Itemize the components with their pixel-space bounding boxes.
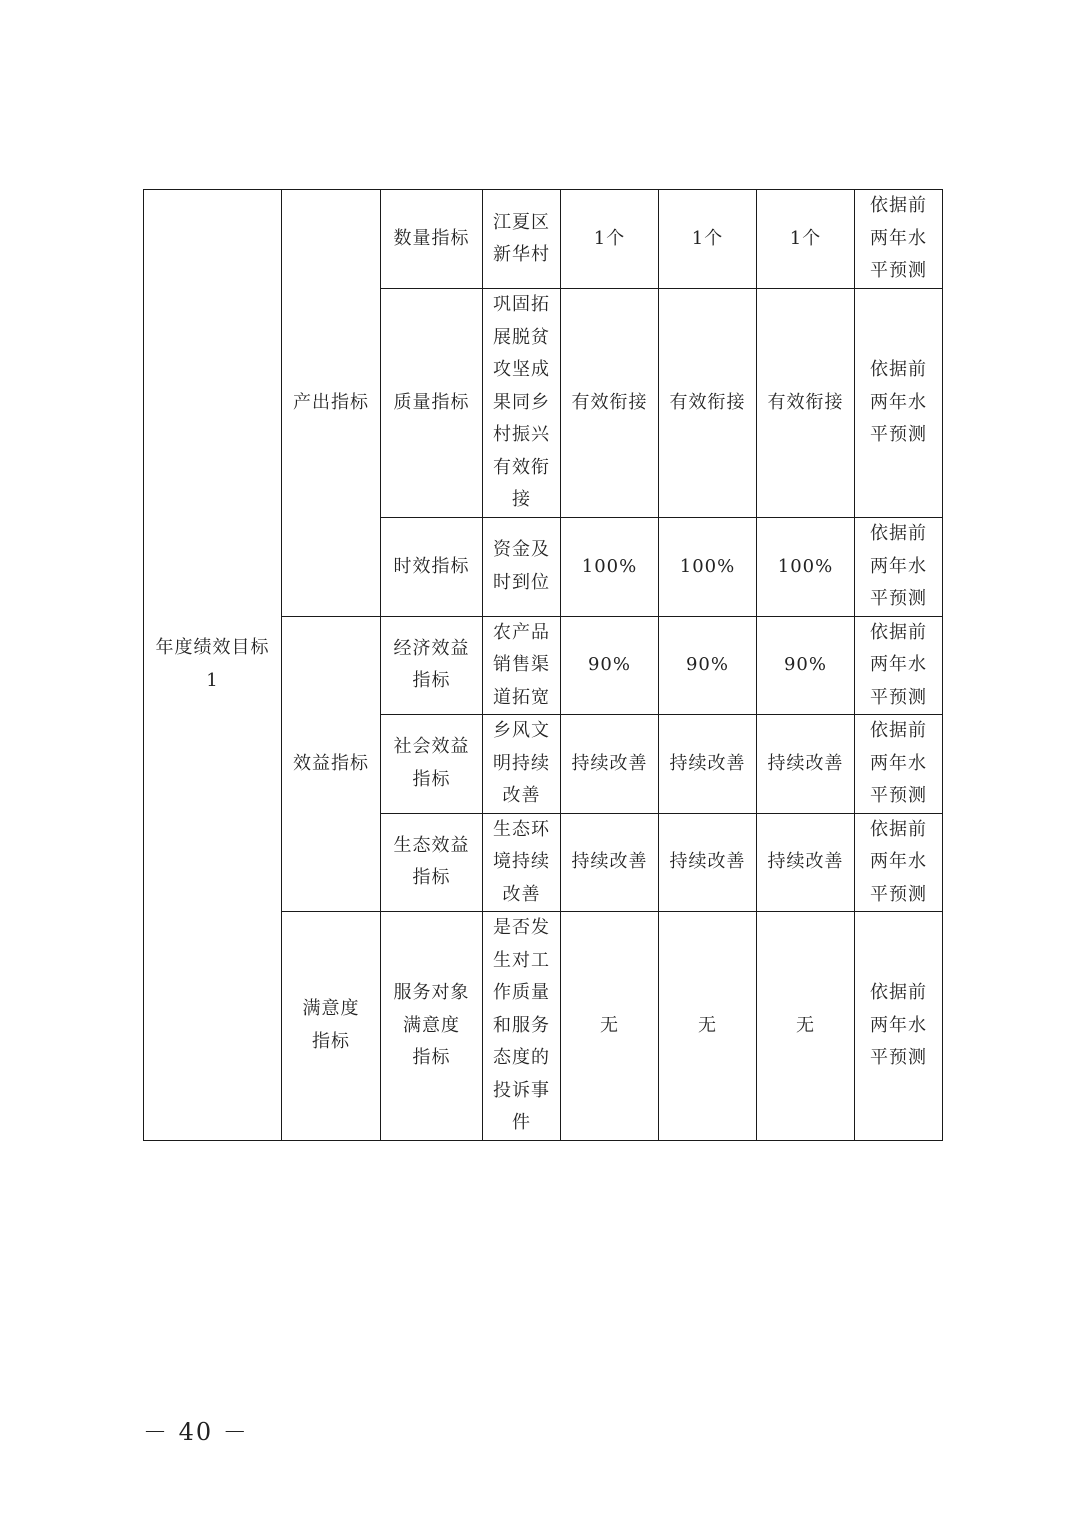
basis-cell: 依据前 两年水 平预测 xyxy=(855,518,943,617)
basis-cell: 依据前 两年水 平预测 xyxy=(855,813,943,912)
basis-cell: 依据前 两年水 平预测 xyxy=(855,289,943,518)
value-cell: 90% xyxy=(659,616,757,715)
table-row xyxy=(144,190,943,289)
value-cell: 无 xyxy=(561,912,659,1141)
value-cell: 有效衔接 xyxy=(561,289,659,518)
value-cell: 持续改善 xyxy=(561,813,659,912)
level3-cell: 生态环 境持续 改善 xyxy=(483,813,561,912)
level1-benefit-cell: 效益指标 xyxy=(282,616,381,912)
basis-cell: 依据前 两年水 平预测 xyxy=(855,616,943,715)
level3-cell: 乡风文 明持续 改善 xyxy=(483,715,561,814)
level2-cell: 质量指标 xyxy=(381,289,483,518)
value-cell: 无 xyxy=(659,912,757,1141)
value-cell: 90% xyxy=(757,616,855,715)
value-cell: 持续改善 xyxy=(561,715,659,814)
level3-cell: 资金及 时到位 xyxy=(483,518,561,617)
level3-cell: 是否发 生对工 作质量 和服务 态度的 投诉事 件 xyxy=(483,912,561,1141)
value-cell: 90% xyxy=(561,616,659,715)
value-cell: 无 xyxy=(757,912,855,1141)
level2-cell: 经济效益 指标 xyxy=(381,616,483,715)
level3-cell: 江夏区 新华村 xyxy=(483,190,561,289)
value-cell: 有效衔接 xyxy=(659,289,757,518)
value-cell: 100% xyxy=(659,518,757,617)
basis-cell: 依据前 两年水 平预测 xyxy=(855,190,943,289)
value-cell: 持续改善 xyxy=(659,715,757,814)
value-cell: 1个 xyxy=(659,190,757,289)
basis-cell: 依据前 两年水 平预测 xyxy=(855,912,943,1141)
value-cell: 持续改善 xyxy=(659,813,757,912)
level2-cell: 社会效益 指标 xyxy=(381,715,483,814)
basis-cell: 依据前 两年水 平预测 xyxy=(855,715,943,814)
value-cell: 有效衔接 xyxy=(757,289,855,518)
annual-goal-cell: 年度绩效目标 1 xyxy=(144,190,282,1141)
value-cell: 持续改善 xyxy=(757,813,855,912)
page-number: － 40 － xyxy=(143,1418,249,1446)
value-cell: 持续改善 xyxy=(757,715,855,814)
level2-cell: 生态效益 指标 xyxy=(381,813,483,912)
level2-cell: 服务对象 满意度 指标 xyxy=(381,912,483,1141)
level1-output-cell: 产出指标 xyxy=(282,190,381,617)
level3-cell: 巩固拓 展脱贫 攻坚成 果同乡 村振兴 有效衔 接 xyxy=(483,289,561,518)
level3-cell: 农产品 销售渠 道拓宽 xyxy=(483,616,561,715)
value-cell: 100% xyxy=(757,518,855,617)
value-cell: 1个 xyxy=(561,190,659,289)
level2-cell: 数量指标 xyxy=(381,190,483,289)
value-cell: 100% xyxy=(561,518,659,617)
level2-cell: 时效指标 xyxy=(381,518,483,617)
level1-satisfaction-cell: 满意度 指标 xyxy=(282,912,381,1141)
performance-table xyxy=(143,189,943,1141)
value-cell: 1个 xyxy=(757,190,855,289)
